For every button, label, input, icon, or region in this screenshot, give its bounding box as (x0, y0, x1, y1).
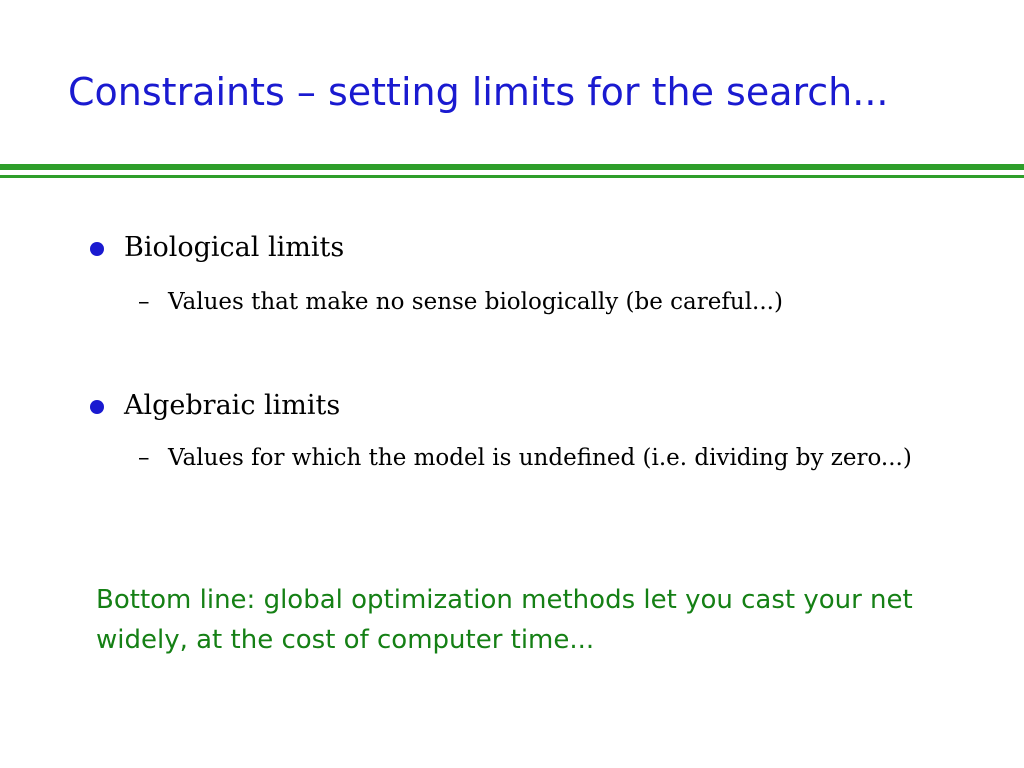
bullet-dot-icon (90, 400, 104, 414)
title-divider-thick (0, 164, 1024, 170)
dash-icon: – (138, 445, 150, 471)
bullet-label: Biological limits (124, 232, 345, 263)
bullet-label: Algebraic limits (124, 390, 341, 421)
slide-title: Constraints – setting limits for the search... (68, 70, 889, 114)
title-divider-thin (0, 175, 1024, 178)
subitem-text: Values for which the model is undefined (i.e. dividing by zero...) (168, 445, 912, 471)
dash-icon: – (138, 289, 150, 315)
bottom-line-note: Bottom line: global optimization methods let you cast your net widely, at the cost of computer time... (96, 585, 913, 655)
subitem-text: Values that make no sense biologically (be careful...) (168, 289, 783, 315)
bullet-dot-icon (90, 242, 104, 256)
